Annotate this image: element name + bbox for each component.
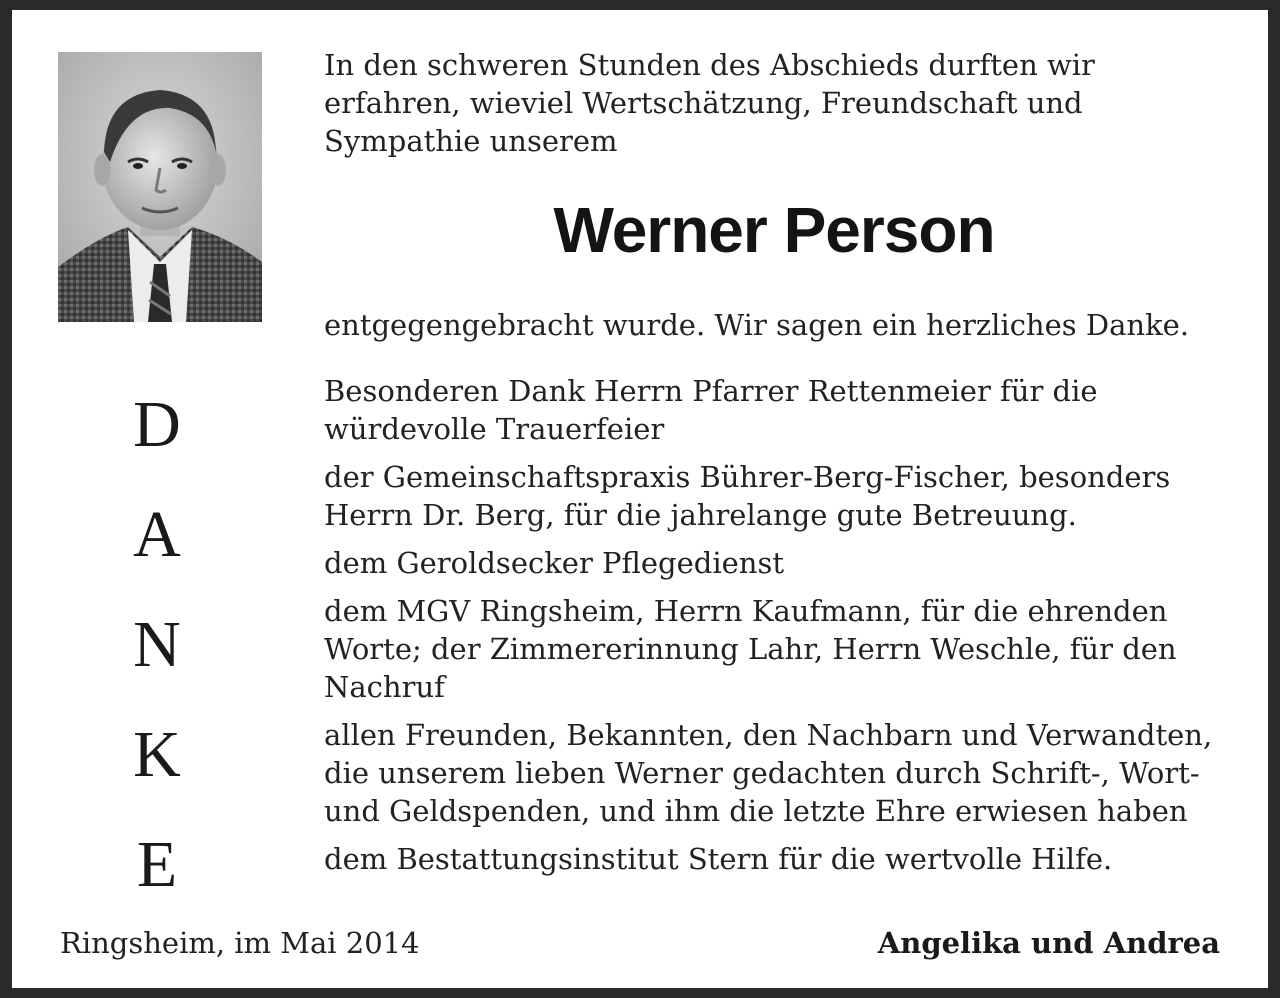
portrait-image: [58, 52, 262, 322]
after-text: entgegengebracht wurde. Wir sagen ein herzliches Danke.: [324, 308, 1190, 342]
thanks-item: dem MGV Ringsheim, Herrn Kaufmann, für die ehrenden Worte; der Zimmererinnung Lahr, Herrn Weschle, für den Nachruf: [324, 594, 1177, 704]
intro-text: In den schweren Stunden des Abschieds durften wir erfahren, wieviel Wertschätzung, Freundschaft und Sympathie unserem: [324, 48, 1095, 158]
thanks-item: der Gemeinschaftspraxis Bührer-Berg-Fischer, besonders Herrn Dr. Berg, für die jahrelange gute Betreuung.: [324, 460, 1171, 532]
place-date: Ringsheim, im Mai 2014: [60, 926, 420, 960]
thanks-item: dem Geroldsecker Pflegedienst: [324, 546, 784, 580]
portrait-photo: [58, 52, 262, 322]
danke-letter: K: [133, 718, 181, 791]
danke-letter: A: [133, 498, 181, 571]
deceased-name: Werner Person: [553, 194, 995, 266]
danke-letter: N: [133, 608, 181, 681]
obituary-card: [12, 10, 1268, 988]
danke-letter: D: [133, 388, 181, 461]
vertical-danke: [122, 370, 192, 920]
thanks-list: [324, 372, 1234, 888]
thanks-item: Besonderen Dank Herrn Pfarrer Rettenmeier für die würdevolle Trauerfeier: [324, 374, 1098, 446]
danke-letter: E: [136, 828, 178, 901]
signatories: Angelika und Andrea: [877, 926, 1220, 960]
thanks-item: dem Bestattungsinstitut Stern für die wertvolle Hilfe.: [324, 842, 1113, 876]
thanks-item: allen Freunden, Bekannten, den Nachbarn und Verwandten, die unserem lieben Werner gedachten durch Schrift-, Wort- und Geldspenden, und ihm die letzte Ehre erwiesen haben: [324, 718, 1213, 828]
